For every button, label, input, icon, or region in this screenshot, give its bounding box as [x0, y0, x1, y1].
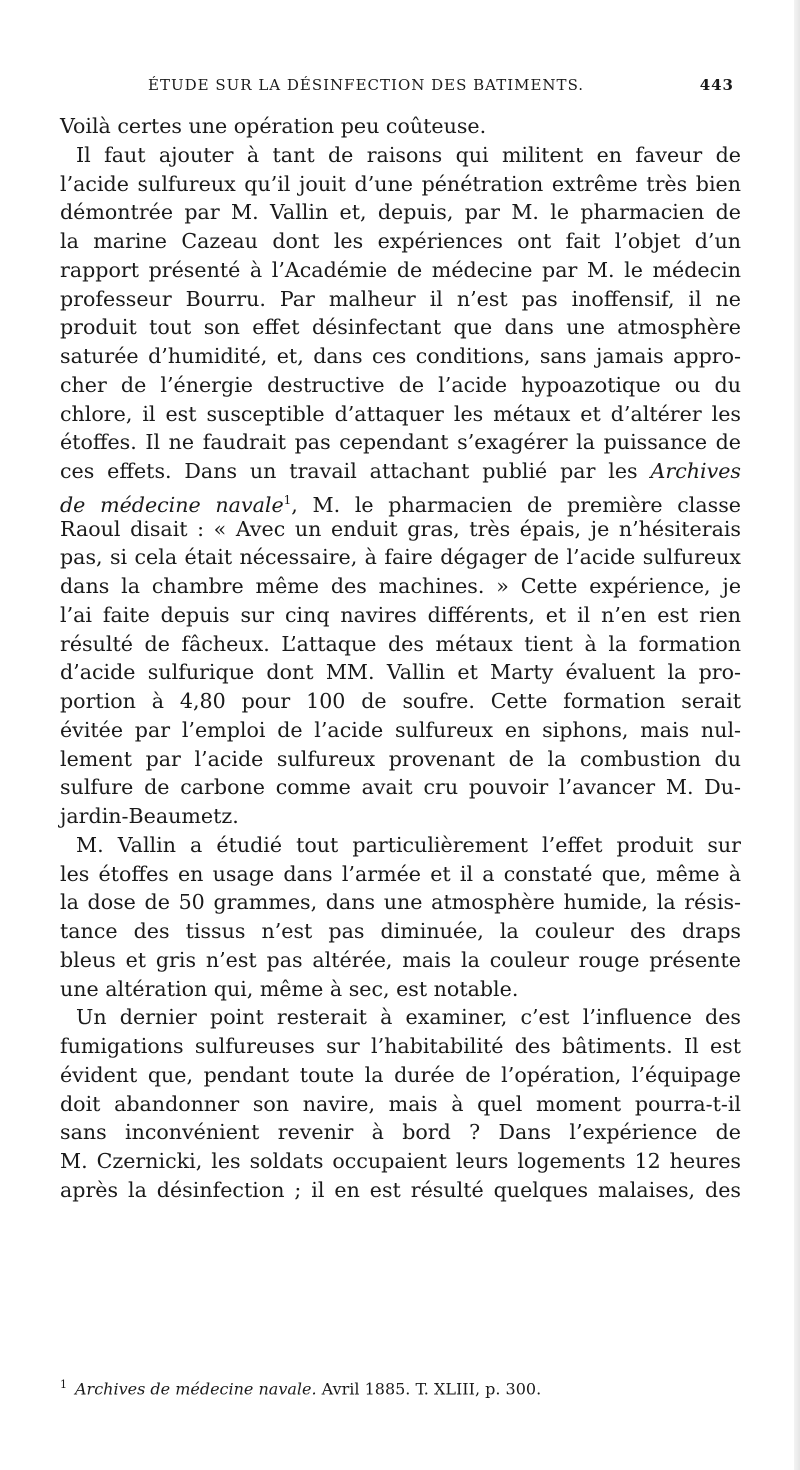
text-line: Un dernier point resterait à examiner, c’est l’influence des — [76, 1005, 741, 1030]
page-edge — [794, 0, 800, 1470]
text-line: la marine Cazeau dont les expériences ont fait l’objet d’un — [60, 229, 741, 253]
text-line: M. Czernicki, les soldats occupaient leurs logements 12 heures — [60, 1149, 741, 1173]
paragraph — [60, 112, 741, 141]
text-line: produit tout son effet désinfectant que dans une atmosphère — [60, 315, 741, 340]
text-line: jardin-Beaumetz. — [60, 804, 239, 828]
text-line: saturée d’humidité, et, dans ces conditions, sans jamais appro- — [60, 344, 741, 368]
text-line: étoffes. Il ne faudrait pas cependant s’exagérer la puissance de — [60, 430, 741, 455]
paragraph — [60, 1003, 741, 1204]
text-line: après la désinfection ; il en est résulté quelques malaises, des — [60, 1177, 741, 1202]
footnote-journal: Archives de médecine navale. — [75, 1379, 317, 1399]
text-line: l’acide sulfureux qu’il jouit d’une pénétration extrême très bien — [60, 171, 741, 196]
text-line: Il faut ajouter à tant de raisons qui militent en faveur de — [76, 142, 741, 167]
text-line: cher de l’énergie destructive de l’acide hypoazotique ou du — [60, 372, 741, 397]
text-line: M. Vallin a étudié tout particulièrement l’effet produit sur — [76, 832, 741, 857]
paragraph — [60, 141, 741, 831]
text-line: une altération qui, même à sec, est notable. — [60, 976, 519, 1001]
text-line: la dose de 50 grammes, dans une atmosphère humide, la résis- — [60, 890, 741, 915]
running-head-title: ÉTUDE SUR LA DÉSINFECTION DES BATIMENTS. — [148, 76, 585, 94]
text-line: rapport présenté à l’Académie de médecine par M. le médecin — [60, 257, 741, 282]
body-text — [60, 112, 741, 1205]
text-line: démontrée par M. Vallin et, depuis, par M. le pharmacien de — [60, 200, 741, 225]
text-line: résulté de fâcheux. L’attaque des métaux tient à la formation — [60, 631, 741, 656]
text-line: lement par l’acide sulfureux provenant de la combustion du — [60, 746, 741, 771]
footnote-marker: 1 — [60, 1378, 67, 1391]
text-line: sans inconvénient revenir à bord ? Dans l’expérience de — [60, 1120, 741, 1145]
text-line: pas, si cela était nécessaire, à faire dégager de l’acide sulfureux — [60, 545, 741, 570]
text-line: bleus et gris n’est pas altérée, mais la couleur rouge présente — [60, 947, 741, 972]
text-line: professeur Bourru. Par malheur il n’est pas inoffensif, il ne — [60, 286, 741, 311]
text-line: portion à 4,80 pour 100 de soufre. Cette formation serait — [60, 689, 741, 713]
text-line: sulfure de carbone comme avait cru pouvoir l’avancer M. Du- — [60, 775, 741, 800]
text-line: de médecine navale$^1$, M. le pharmacien de première classe — [60, 492, 741, 517]
text-line: dans la chambre même des machines. » Cette expérience, je — [60, 574, 741, 598]
text-line: tance des tissus n’est pas diminuée, la couleur des draps — [60, 919, 741, 943]
footnote — [60, 1374, 741, 1400]
text-line: évitée par l’emploi de l’acide sulfureux en siphons, mais nul- — [60, 717, 741, 742]
text-line: les étoffes en usage dans l’armée et il a constaté que, même à — [60, 861, 741, 886]
text-line: ces effets. Dans un travail attachant publié par les Archives — [60, 459, 741, 483]
page-number: 443 — [699, 76, 734, 94]
text-line: Raoul disait : « Avec un enduit gras, très épais, je n’hésiterais — [60, 516, 741, 541]
text-line: évident que, pendant toute la durée de l’opération, l’équipage — [60, 1062, 741, 1087]
text-line: chlore, il est susceptible d’attaquer les métaux et d’altérer les — [60, 401, 741, 426]
text-line: Voilà certes une opération peu coûteuse. — [60, 114, 487, 138]
text-line: d’acide sulfurique dont MM. Vallin et Marty évaluent la pro- — [60, 660, 741, 685]
text-line: fumigations sulfureuses sur l’habitabilité des bâtiments. Il est — [60, 1034, 741, 1058]
paragraph — [60, 831, 741, 1004]
text-line: doit abandonner son navire, mais à quel moment pourra-t-il — [60, 1091, 741, 1116]
text-line: l’ai faite depuis sur cinq navires différents, et il n’en est rien — [60, 602, 741, 627]
running-head — [60, 76, 740, 102]
footnote-details: Avril 1885. T. XLIII, p. 300. — [321, 1379, 542, 1399]
